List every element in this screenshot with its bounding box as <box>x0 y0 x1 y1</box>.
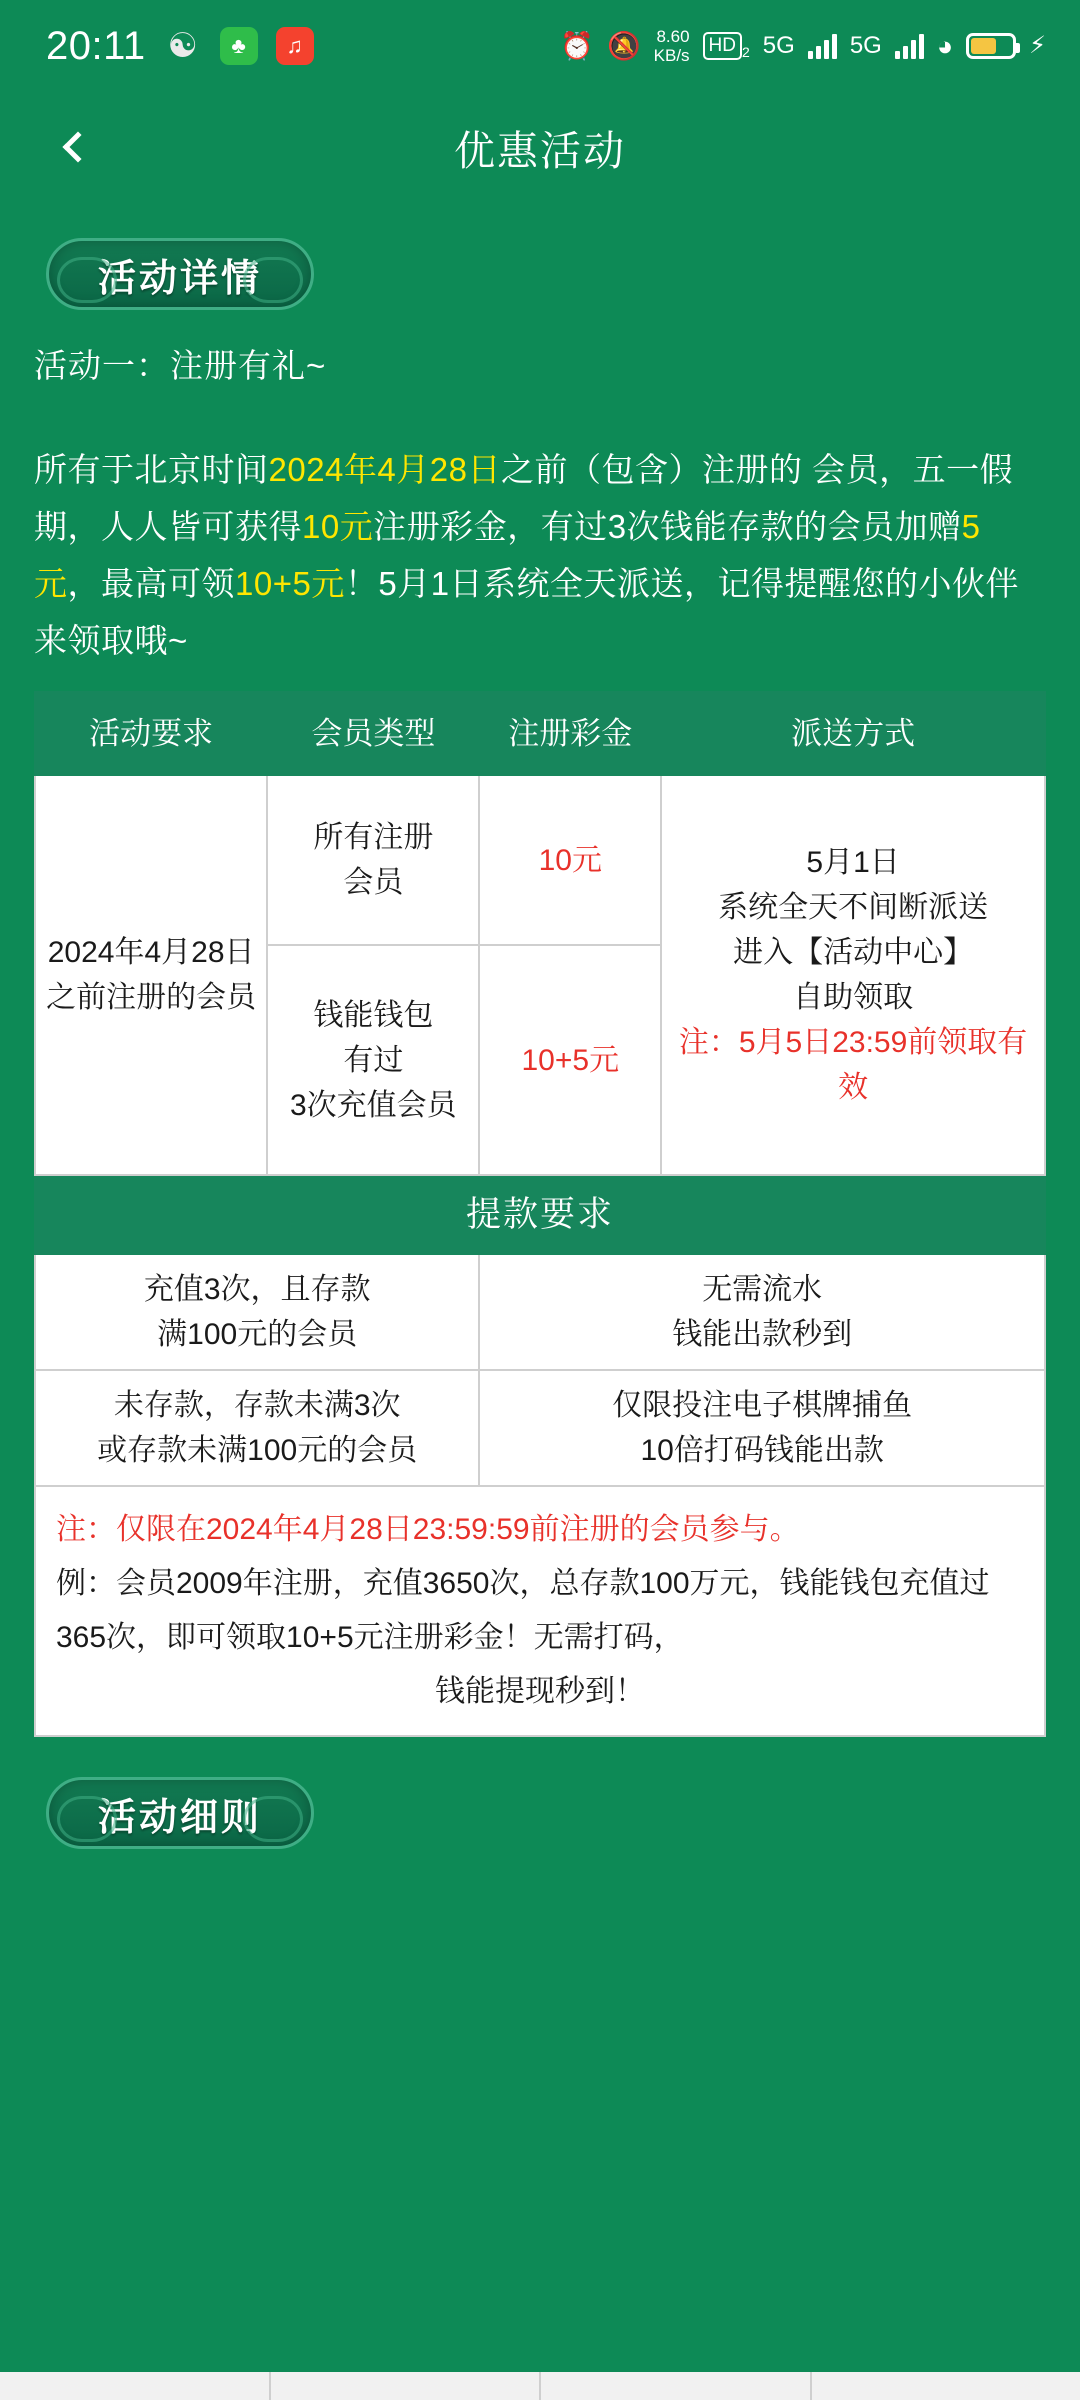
withdraw-rule-2: 仅限投注电子棋牌捕鱼 10倍打码钱能出款 <box>479 1370 1045 1486</box>
paragraph-text: ！5月1日系统全天派送，记得提醒您的小伙伴 来领取哦~ <box>34 565 1020 659</box>
withdraw-rule-1: 无需流水 钱能出款秒到 <box>479 1254 1045 1370</box>
withdraw-band-row <box>35 1175 1045 1254</box>
status-bar-left <box>46 24 314 69</box>
paragraph-text: ，最高可领 <box>67 565 235 602</box>
table-row <box>35 1370 1045 1486</box>
delivery-line-1: 5月1日 <box>806 846 900 879</box>
th-member-type: 会员类型 <box>267 692 479 775</box>
highlight-text: 5元 <box>34 508 981 602</box>
status-bar-right <box>560 27 1046 65</box>
sim1-signal-icon <box>808 33 837 59</box>
cell-member-type-1: 所有注册 会员 <box>267 775 479 945</box>
paragraph-text: 之前（包含）注册的 会员，五一假期，人人皆可获得 <box>34 451 1014 545</box>
cell-bonus-1: 10元 <box>479 775 661 945</box>
alarm-icon: ⏰ <box>560 30 595 61</box>
th-bonus: 注册彩金 <box>479 692 661 775</box>
cell-requirement: 2024年4月28日 之前注册的会员 <box>35 775 267 1175</box>
status-clock: 20:11 <box>46 23 146 68</box>
nav-bar <box>0 92 1080 202</box>
activity-table <box>34 691 1046 1737</box>
delivery-line-4: 自助领取 <box>793 981 914 1014</box>
table-row <box>35 775 1045 945</box>
sim1-label: 5G <box>762 32 795 59</box>
mute-icon: 🔕 <box>607 30 641 61</box>
highlight-text: 10元 <box>302 508 374 545</box>
withdraw-condition-1: 充值3次，且存款 满100元的会员 <box>35 1254 479 1370</box>
cell-delivery <box>661 775 1045 1175</box>
sim2-signal-icon <box>895 33 924 59</box>
delivery-note: 注：5月5日23:59前领取有效 <box>678 1026 1028 1104</box>
footnote-black-2: 钱能提现秒到！ <box>435 1675 645 1708</box>
section-ribbon-details <box>46 238 314 310</box>
network-speed-value: 8.60 <box>656 27 690 46</box>
withdraw-condition-2: 未存款，存款未满3次 或存款未满100元的会员 <box>35 1370 479 1486</box>
section-ribbon-details-label: 活动详情 <box>97 257 262 300</box>
red-app-icon: ♫ <box>276 27 314 65</box>
table-header-row <box>35 692 1045 775</box>
withdraw-band-label: 提款要求 <box>35 1175 1045 1254</box>
paragraph-text: 注册彩金，有过3次钱能存款的会员加赠 <box>373 508 962 545</box>
charging-icon: ⚡ <box>1029 32 1046 59</box>
page-title: 优惠活动 <box>454 127 626 174</box>
highlight-text: 2024年4月28日 <box>268 451 501 488</box>
network-speed <box>654 27 690 65</box>
battery-icon <box>966 33 1016 59</box>
section-ribbon-rules-label: 活动细则 <box>97 1796 262 1839</box>
sim2-label: 5G <box>849 32 882 59</box>
wifi-icon: ◕ <box>936 30 954 61</box>
hd-indicator: HD 2 <box>703 32 750 60</box>
wechat-icon: ☯ <box>167 27 198 65</box>
paragraph-text: 所有于北京时间 <box>34 451 269 488</box>
activity-paragraph <box>34 441 1046 669</box>
cell-bonus-2: 10+5元 <box>479 945 661 1175</box>
footnote-black-1: 例：会员2009年注册，充值3650次，总存款100万元，钱能钱包充值过365次，即可领取10+5元注册彩金！无需打码， <box>56 1567 990 1654</box>
delivery-line-3: 进入【活动中心】 <box>733 936 974 969</box>
highlight-text: 10+5元 <box>235 565 345 602</box>
th-delivery: 派送方式 <box>661 692 1045 775</box>
footnote-red: 注：仅限在2024年4月28日23:59:59前注册的会员参与。 <box>56 1513 800 1546</box>
back-icon[interactable] <box>46 119 102 175</box>
section-ribbon-rules <box>46 1777 314 1849</box>
green-app-icon: ♣ <box>220 27 258 65</box>
th-requirement: 活动要求 <box>35 692 267 775</box>
next-table-preview <box>0 2372 1080 2400</box>
network-speed-unit: KB/s <box>653 46 690 65</box>
cell-member-type-2: 钱能钱包 有过 3次充值会员 <box>267 945 479 1175</box>
table-footnote-row <box>35 1486 1045 1736</box>
activity-subtitle: 活动一：注册有礼~ <box>34 347 327 384</box>
table-row <box>35 1254 1045 1370</box>
status-bar <box>0 0 1080 92</box>
delivery-line-2: 系统全天不间断派送 <box>718 891 989 924</box>
